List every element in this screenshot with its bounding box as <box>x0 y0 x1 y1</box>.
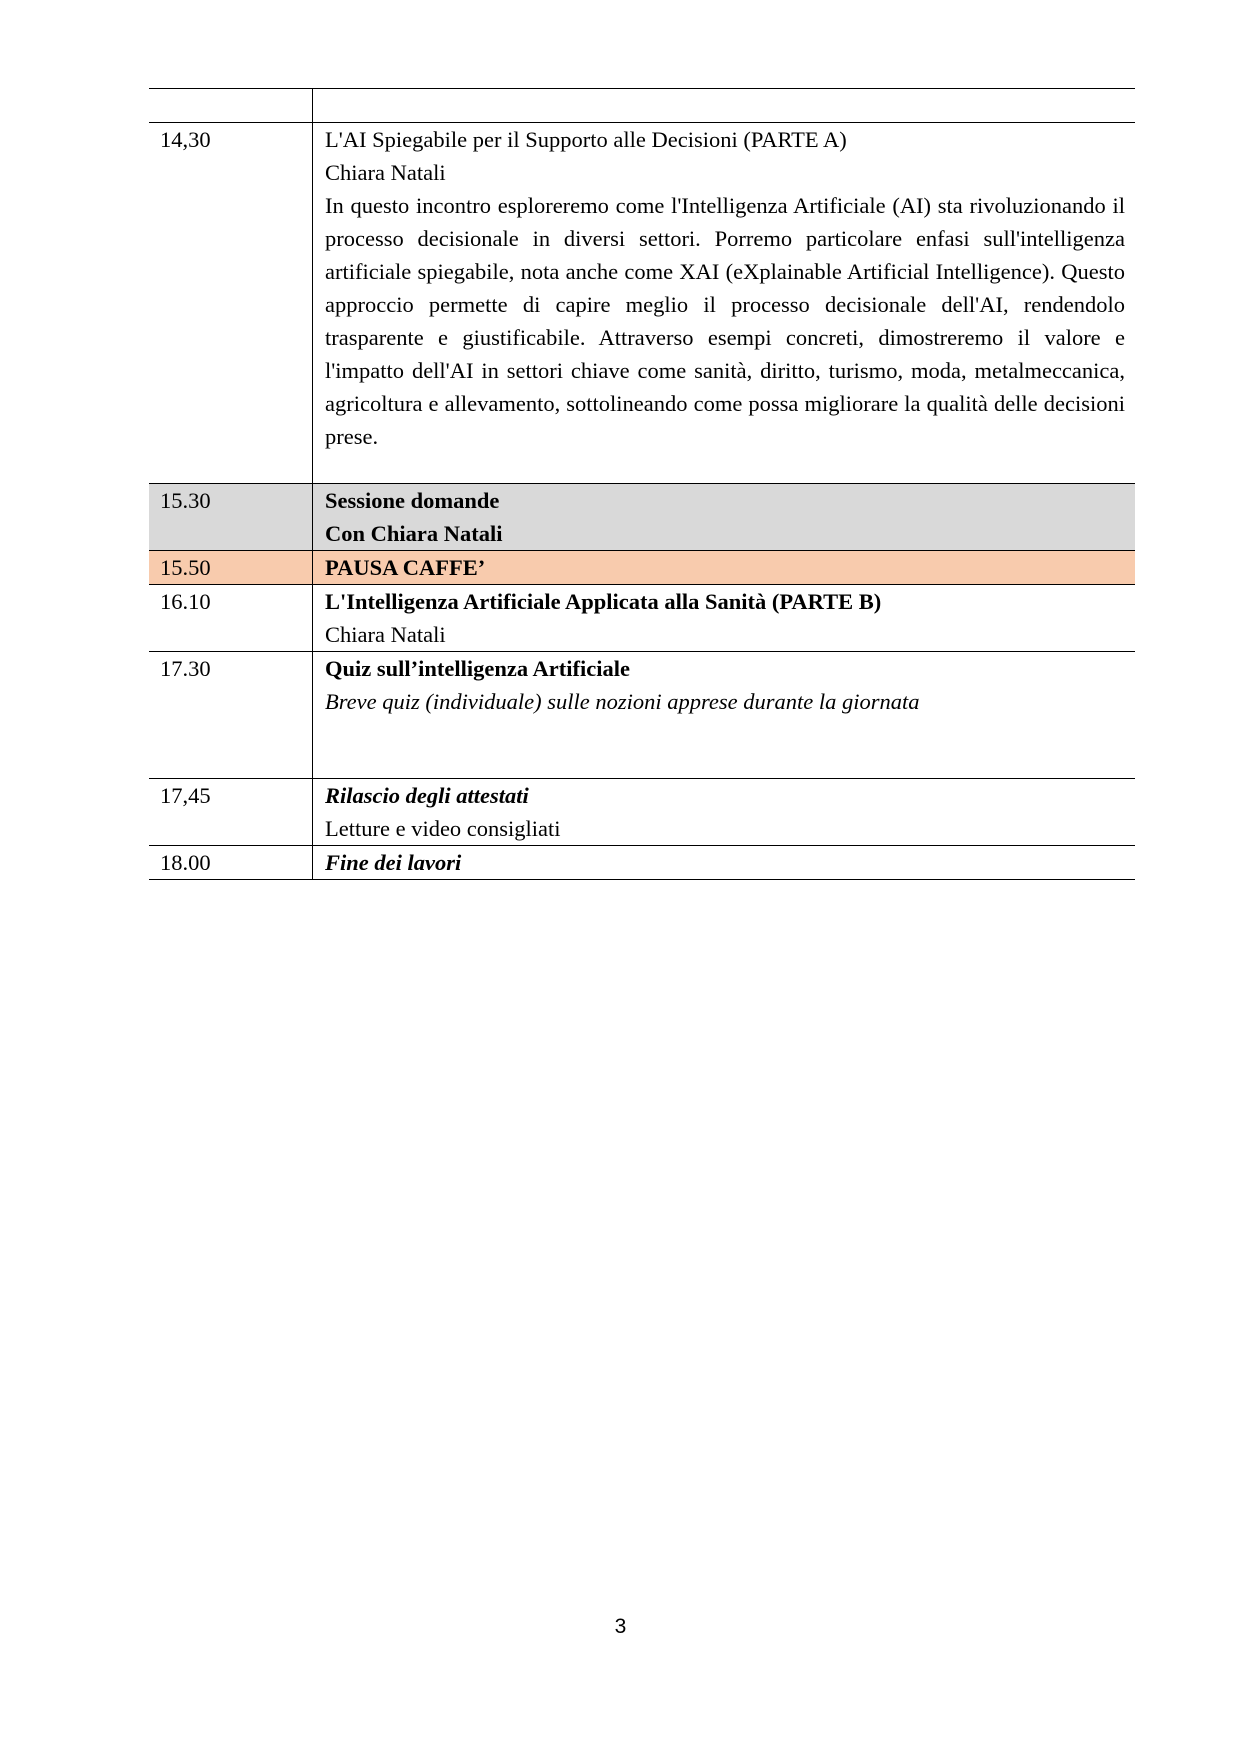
time-cell: 15.30 <box>149 484 313 551</box>
table-row <box>149 123 1135 484</box>
speaker-name: Chiara Natali <box>325 622 446 647</box>
table-row <box>149 846 1135 880</box>
session-description: In questo incontro esploreremo come l'Intelligenza Artificiale (AI) sta rivoluzionando il processo decisionale in diversi settori. Porremo particolare enfasi sull'intelligenza artificiale spiegabile, nota anche come XAI (eXplainable Artificial Intelligence). Questo approccio permette di capire meglio il processo decisionale dell'AI, rendendolo trasparente e giustificabile. Attraverso esempi concreti, dimostreremo il valore e l'impatto dell'AI in settori chiave come sanità, diritto, turismo, moda, metalmeccanica, agricoltura e allevamento, sottolineando come possa migliorare la qualità delle decisioni prese. <box>325 193 1125 449</box>
session-title: Rilascio degli attestati <box>325 783 529 808</box>
content-cell <box>313 779 1136 846</box>
time-cell: 15.50 <box>149 551 313 585</box>
table-row <box>149 551 1135 585</box>
session-subtitle: Letture e video consigliati <box>325 816 561 841</box>
session-subtitle: Con Chiara Natali <box>325 521 503 546</box>
session-title: Quiz sull’intelligenza Artificiale <box>325 656 630 681</box>
content-cell <box>313 846 1136 880</box>
agenda-table <box>149 88 1135 880</box>
table-row <box>149 484 1135 551</box>
session-title: Fine dei lavori <box>325 850 462 875</box>
content-cell <box>313 652 1136 779</box>
session-title: PAUSA CAFFE’ <box>325 555 486 580</box>
table-row <box>149 585 1135 652</box>
content-cell <box>313 551 1136 585</box>
table-row <box>149 779 1135 846</box>
time-cell: 18.00 <box>149 846 313 880</box>
time-cell: 17.30 <box>149 652 313 779</box>
time-cell: 16.10 <box>149 585 313 652</box>
session-title: L'AI Spiegabile per il Supporto alle Decisioni (PARTE A) <box>325 127 847 152</box>
time-cell: 17,45 <box>149 779 313 846</box>
content-cell <box>313 89 1136 123</box>
content-cell <box>313 585 1136 652</box>
session-title: L'Intelligenza Artificiale Applicata alla Sanità (PARTE B) <box>325 589 882 614</box>
table-row-empty <box>149 89 1135 123</box>
content-cell <box>313 484 1136 551</box>
page-number: 3 <box>614 1615 627 1638</box>
time-cell: 14,30 <box>149 123 313 484</box>
session-description: Breve quiz (individuale) sulle nozioni apprese durante la giornata <box>325 689 920 714</box>
time-cell <box>149 89 313 123</box>
content-cell <box>313 123 1136 484</box>
session-title: Sessione domande <box>325 488 500 513</box>
table-row <box>149 652 1135 779</box>
speaker-name: Chiara Natali <box>325 160 446 185</box>
